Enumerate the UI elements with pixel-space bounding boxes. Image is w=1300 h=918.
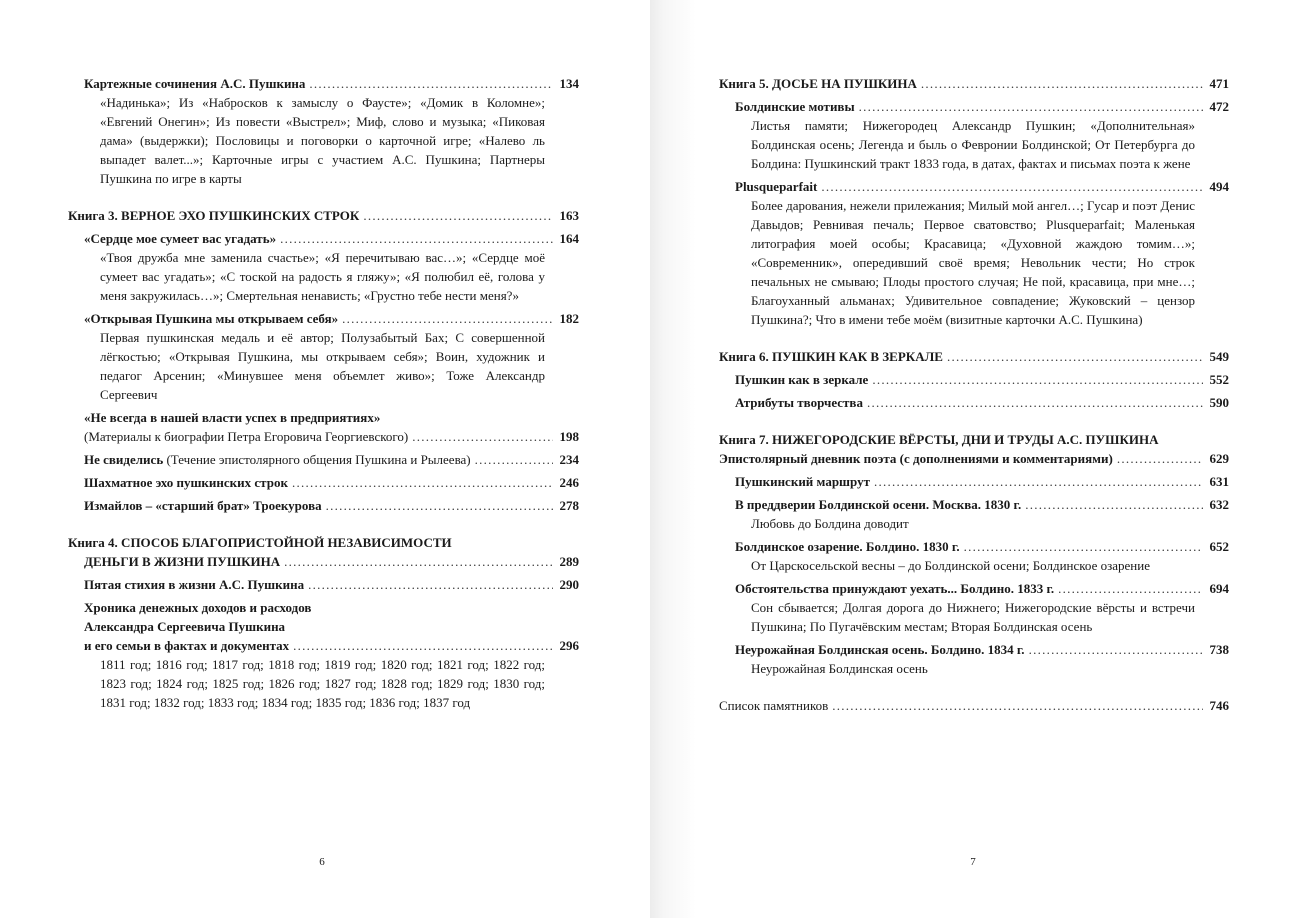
toc-entry-title: Книга 4. СПОСОБ БЛАГОПРИСТОЙНОЙ НЕЗАВИСИМОСТИ	[68, 535, 452, 550]
toc-entry-title: «Открывая Пушкина мы открываем себя»	[84, 311, 339, 326]
toc-entry-title-line2: Александра Сергеевича Пушкина	[84, 619, 286, 634]
toc-entry-description: От Царскосельской весны – до Болдинской осени; Болдинское озарение	[751, 558, 1150, 573]
toc-entry-page: 471	[1209, 76, 1229, 91]
toc-entry-subtitle: Эпистолярный дневник поэта (с дополнениями и комментариями)	[719, 451, 1113, 466]
toc-entry-description: Более дарования, нежели прилежания; Милый мой ангел…; Гусар и поэт Денис Давыдов; Ревнивая печаль; Первое сватовство; Plusqueparfait; Маленькая литография моей особы; Красавица; «Духовной жаждою томим…»; «Современник», опередивший своё время; Невольник чести; Но строк печальных не смываю; Плоды простого случая; Не пой, красавица, при мне…; Благоуханный альманах; Удивительное совпадение; Жуковский – цензор Пушкина?; Что в имени тебе моём (визитные карточки А.С. Пушкина)	[751, 198, 1195, 327]
toc-entry	[719, 696, 1229, 715]
toc-entry	[68, 473, 579, 492]
toc-entry-title: Атрибуты творчества	[735, 395, 863, 410]
toc-entry-description: Сон сбывается; Долгая дорога до Нижнего; Нижегородские вёрсты и встречи Пушкина; По Пугачёвским местам; Вторая Болдинская осень	[751, 600, 1195, 634]
right-page	[650, 0, 1300, 918]
toc-entry-page: 278	[559, 498, 579, 513]
toc-entry-description: Первая пушкинская медаль и её автор; Полузабытый Бах; С совершенной лёгкостью; «Открывая Пушкина, мы открываем себя»; Воин, художник и педагог Арсенин; «Минувшее меня объемлет живо»; Тоже Александр Сергеевич	[100, 330, 545, 402]
toc-entry	[719, 370, 1229, 389]
toc-book-heading	[68, 206, 579, 225]
toc-entry-description: Листья памяти; Нижегородец Александр Пушкин; «Дополнительная» Болдинская осень; Легенда и быль о Февронии Болдинской; От Петербурга до Болдина: Пушкинский тракт 1833 года, в датах, фактах и письмах поэта к жене	[751, 118, 1195, 171]
toc-entry-title: Пятая стихия в жизни А.С. Пушкина	[84, 577, 305, 592]
toc-entry-title: Книга 5. ДОСЬЕ НА ПУШКИНА	[719, 76, 917, 91]
toc-entry-page: 738	[1209, 642, 1229, 657]
toc-entry	[719, 97, 1229, 173]
toc-entry-page: 632	[1209, 497, 1229, 512]
toc-entry-page: 163	[559, 208, 579, 223]
left-toc	[68, 74, 579, 712]
toc-entry	[68, 408, 579, 446]
toc-entry-title: Книга 6. ПУШКИН КАК В ЗЕРКАЛЕ	[719, 349, 943, 364]
toc-entry-subtitle: (Материалы к биографии Петра Егоровича Георгиевского)	[84, 429, 409, 444]
toc-entry-title: В преддверии Болдинской осени. Москва. 1830 г.	[735, 497, 1022, 512]
toc-entry-description: «Надинька»; Из «Набросков к замыслу о Фаусте»; «Домик в Коломне»; «Евгений Онегин»; Из повести «Выстрел»; Миф, слово и музыка; «Пиковая дама» (выдержки); Пословицы и поговорки о карточной игре; «Налево ль выпадет валет...»; Карточные игры с участием А.С. Пушкина; Партнеры Пушкина по игре в карты	[100, 95, 545, 186]
toc-entry-description: «Твоя дружба мне заменила счастье»; «Я перечитываю вас…»; «Сердце моё сумеет вас угадать»; «С тоской на радость я гляжу»; «Я полюбил её, голова у меня закружилась…»; Смертельная ненависть; «Грустно тебе нести меня?»	[100, 250, 545, 303]
toc-entry-title: Пушкин как в зеркале	[735, 372, 869, 387]
page-number: 7	[970, 856, 976, 868]
toc-entry-description: 1811 год; 1816 год; 1817 год; 1818 год; 1819 год; 1820 год; 1821 год; 1822 год; 1823 год; 1824 год; 1825 год; 1826 год; 1827 год; 1828 год; 1829 год; 1830 год; 1831 год; 1832 год; 1833 год; 1834 год; 1835 год; 1836 год; 1837 год	[100, 657, 545, 710]
toc-book-heading	[68, 533, 579, 571]
toc-entry-page: 746	[1209, 698, 1229, 713]
toc-book-heading	[719, 74, 1229, 93]
toc-entry	[68, 575, 579, 594]
toc-entry-page: 198	[559, 429, 579, 444]
toc-entry	[68, 450, 579, 469]
toc-entry-description: Любовь до Болдина доводит	[751, 516, 909, 531]
toc-entry-page: 652	[1209, 539, 1229, 554]
toc-entry-page: 234	[559, 452, 579, 467]
toc-entry-title: Болдинские мотивы	[735, 99, 855, 114]
toc-entry-page: 472	[1209, 99, 1229, 114]
toc-entry-title: Plusqueparfait	[735, 179, 818, 194]
toc-entry-title: Пушкинский маршрут	[735, 474, 870, 489]
toc-entry-title: Не свиделись	[84, 452, 164, 467]
toc-entry-page: 549	[1209, 349, 1229, 364]
toc-entry-title: Измайлов – «старший брат» Троекурова	[84, 498, 322, 513]
toc-entry-title: Неурожайная Болдинская осень. Болдино. 1834 г.	[735, 642, 1025, 657]
toc-entry-title: Шахматное эхо пушкинских строк	[84, 475, 288, 490]
toc-book-heading	[719, 347, 1229, 366]
toc-entry	[719, 472, 1229, 491]
toc-entry-page: 552	[1209, 372, 1229, 387]
toc-entry-page: 246	[559, 475, 579, 490]
toc-entry	[719, 579, 1229, 636]
toc-entry	[68, 229, 579, 305]
toc-book-heading	[719, 430, 1229, 468]
toc-entry-page: 289	[559, 554, 579, 569]
toc-entry-title: Книга 7. НИЖЕГОРОДСКИЕ ВЁРСТЫ, ДНИ И ТРУДЫ А.С. ПУШКИНА	[719, 432, 1159, 447]
toc-entry-page: 290	[559, 577, 579, 592]
toc-entry-page: 590	[1209, 395, 1229, 410]
toc-entry-title: «Сердце мое сумеет вас угадать»	[84, 231, 277, 246]
toc-entry-title: Картежные сочинения А.С. Пушкина	[84, 76, 306, 91]
toc-entry	[719, 495, 1229, 533]
toc-entry-page: 694	[1209, 581, 1229, 596]
toc-entry-page: 182	[559, 311, 579, 326]
toc-entry	[68, 309, 579, 404]
toc-entry	[68, 598, 579, 712]
toc-entry	[719, 640, 1229, 678]
toc-entry-title: «Не всегда в нашей власти успех в предприятиях»	[84, 410, 381, 425]
page-number: 6	[319, 856, 325, 868]
toc-entry-page: 494	[1209, 179, 1229, 194]
toc-entry-title: Болдинское озарение. Болдино. 1830 г.	[735, 539, 960, 554]
toc-entry-description: Неурожайная Болдинская осень	[751, 661, 928, 676]
toc-entry-page: 629	[1209, 451, 1229, 466]
right-toc	[719, 74, 1229, 715]
toc-entry	[68, 74, 579, 188]
toc-entry-title-line3: и его семьи в фактах и документах	[84, 638, 290, 653]
toc-entry	[719, 537, 1229, 575]
toc-entry-title: Список памятников	[719, 698, 829, 713]
toc-entry-page: 164	[559, 231, 579, 246]
toc-entry	[68, 496, 579, 515]
toc-entry-page: 631	[1209, 474, 1229, 489]
toc-entry-title: Хроника денежных доходов и расходов	[84, 600, 312, 615]
toc-entry	[719, 177, 1229, 329]
toc-entry-page: 134	[559, 76, 579, 91]
toc-entry-title: Обстоятельства принуждают уехать... Болдино. 1833 г.	[735, 581, 1055, 596]
toc-entry	[719, 393, 1229, 412]
toc-entry-subtitle: (Течение эпистолярного общения Пушкина и Рылеева)	[163, 452, 471, 467]
toc-entry-subtitle: ДЕНЬГИ В ЖИЗНИ ПУШКИНА	[84, 554, 281, 569]
toc-entry-title: Книга 3. ВЕРНОЕ ЭХО ПУШКИНСКИХ СТРОК	[68, 208, 360, 223]
toc-entry-page: 296	[559, 638, 579, 653]
